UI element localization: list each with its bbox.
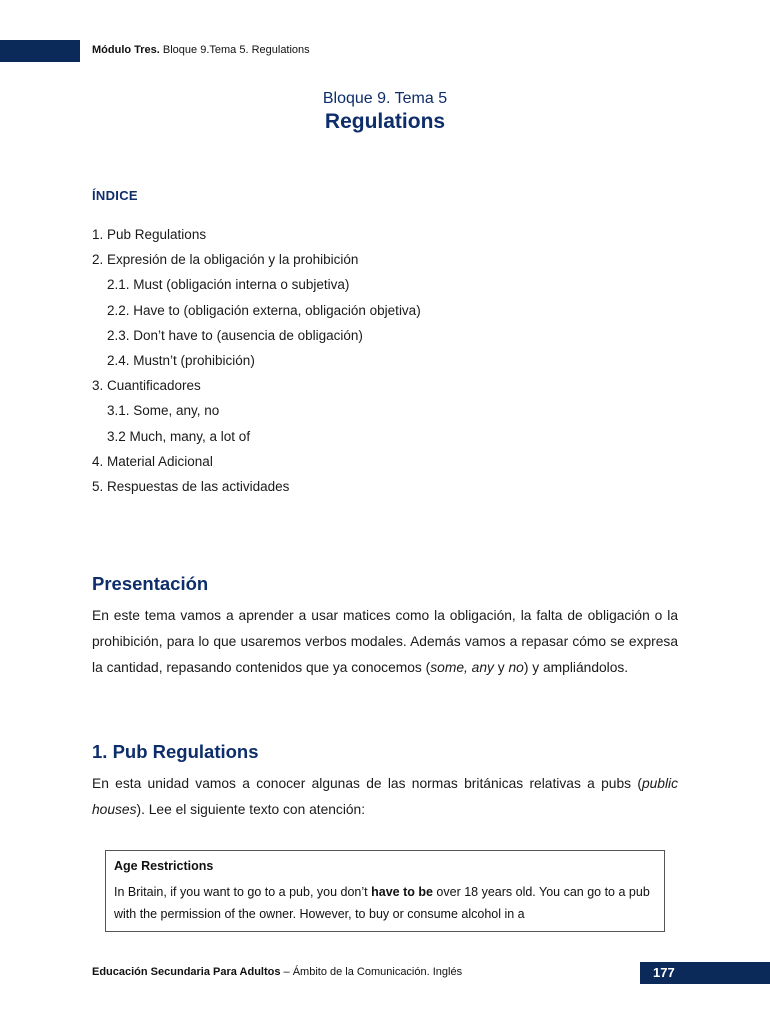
pub-text-1: En esta unidad vamos a conocer algunas de las normas británicas relativas a pubs ( (92, 776, 642, 791)
presentacion-text-3: ) y ampliándolos. (523, 660, 629, 675)
footer-rest: – Ámbito de la Comunicación. Inglés (280, 966, 463, 978)
toc-item: 4. Material Adicional (92, 453, 213, 469)
header-module: Módulo Tres. (92, 44, 160, 56)
toc-subitem: 3.1. Some, any, no (107, 403, 220, 419)
presentacion-text-1: En este tema vamos a aprender a usar matices como la obligación, la falta de obligación o la prohibición, para lo que usaremos verbos modales. Además vamos a repasar cómo se expresa la cantidad, repasando contenidos que ya conocemos ( (92, 608, 678, 675)
box-text-1: In Britain, if you want to go to a pub, you don’t (114, 885, 372, 899)
presentacion-paragraph (92, 603, 678, 681)
toc-subitem: 2.2. Have to (obligación externa, obligación objetiva) (107, 302, 421, 318)
toc-subitem: 2.4. Mustn’t (prohibición) (107, 353, 255, 369)
box-text (114, 881, 656, 925)
pub-regulations-heading: 1. Pub Regulations (92, 741, 259, 762)
presentacion-italic-2: no (508, 660, 524, 675)
header-accent-bar (0, 40, 80, 62)
toc-item: 3. Cuantificadores (92, 378, 201, 394)
pub-text-2: ). Lee el siguiente texto con atención: (136, 802, 366, 817)
reading-text-box (105, 850, 665, 932)
box-title: Age Restrictions (114, 859, 214, 873)
running-footer (92, 966, 462, 978)
presentacion-text-2: y (493, 660, 509, 675)
index-heading: ÍNDICE (92, 188, 138, 203)
toc-subitem: 2.3. Don’t have to (ausencia de obligación) (107, 327, 363, 343)
presentacion-heading: Presentación (92, 573, 209, 594)
toc-subitem: 3.2 Much, many, a lot of (107, 428, 251, 444)
running-header (92, 44, 310, 56)
table-of-contents (92, 222, 421, 499)
presentacion-italic-1: some, any (430, 660, 494, 675)
box-text-2: over 18 years old. You can go to a pub with the permission of the owner. However, to buy or consume alcohol in a (114, 885, 650, 921)
toc-item: 1. Pub Regulations (92, 227, 207, 242)
footer-bold: Educación Secundaria Para Adultos (92, 966, 281, 978)
pub-italic-1: public houses (92, 776, 678, 817)
toc-item: 5. Respuestas de las actividades (92, 479, 290, 495)
pub-regulations-paragraph (92, 771, 678, 823)
document-title: Regulations (324, 110, 446, 133)
page-number: 177 (640, 962, 770, 984)
toc-item: 2. Expresión de la obligación y la prohibición (92, 252, 359, 268)
box-bold-1: have to be (371, 885, 433, 899)
document-subtitle: Bloque 9. Tema 5 (322, 90, 448, 107)
header-topic: Bloque 9.Tema 5. Regulations (162, 44, 310, 56)
toc-subitem: 2.1. Must (obligación interna o subjetiva) (107, 277, 350, 293)
